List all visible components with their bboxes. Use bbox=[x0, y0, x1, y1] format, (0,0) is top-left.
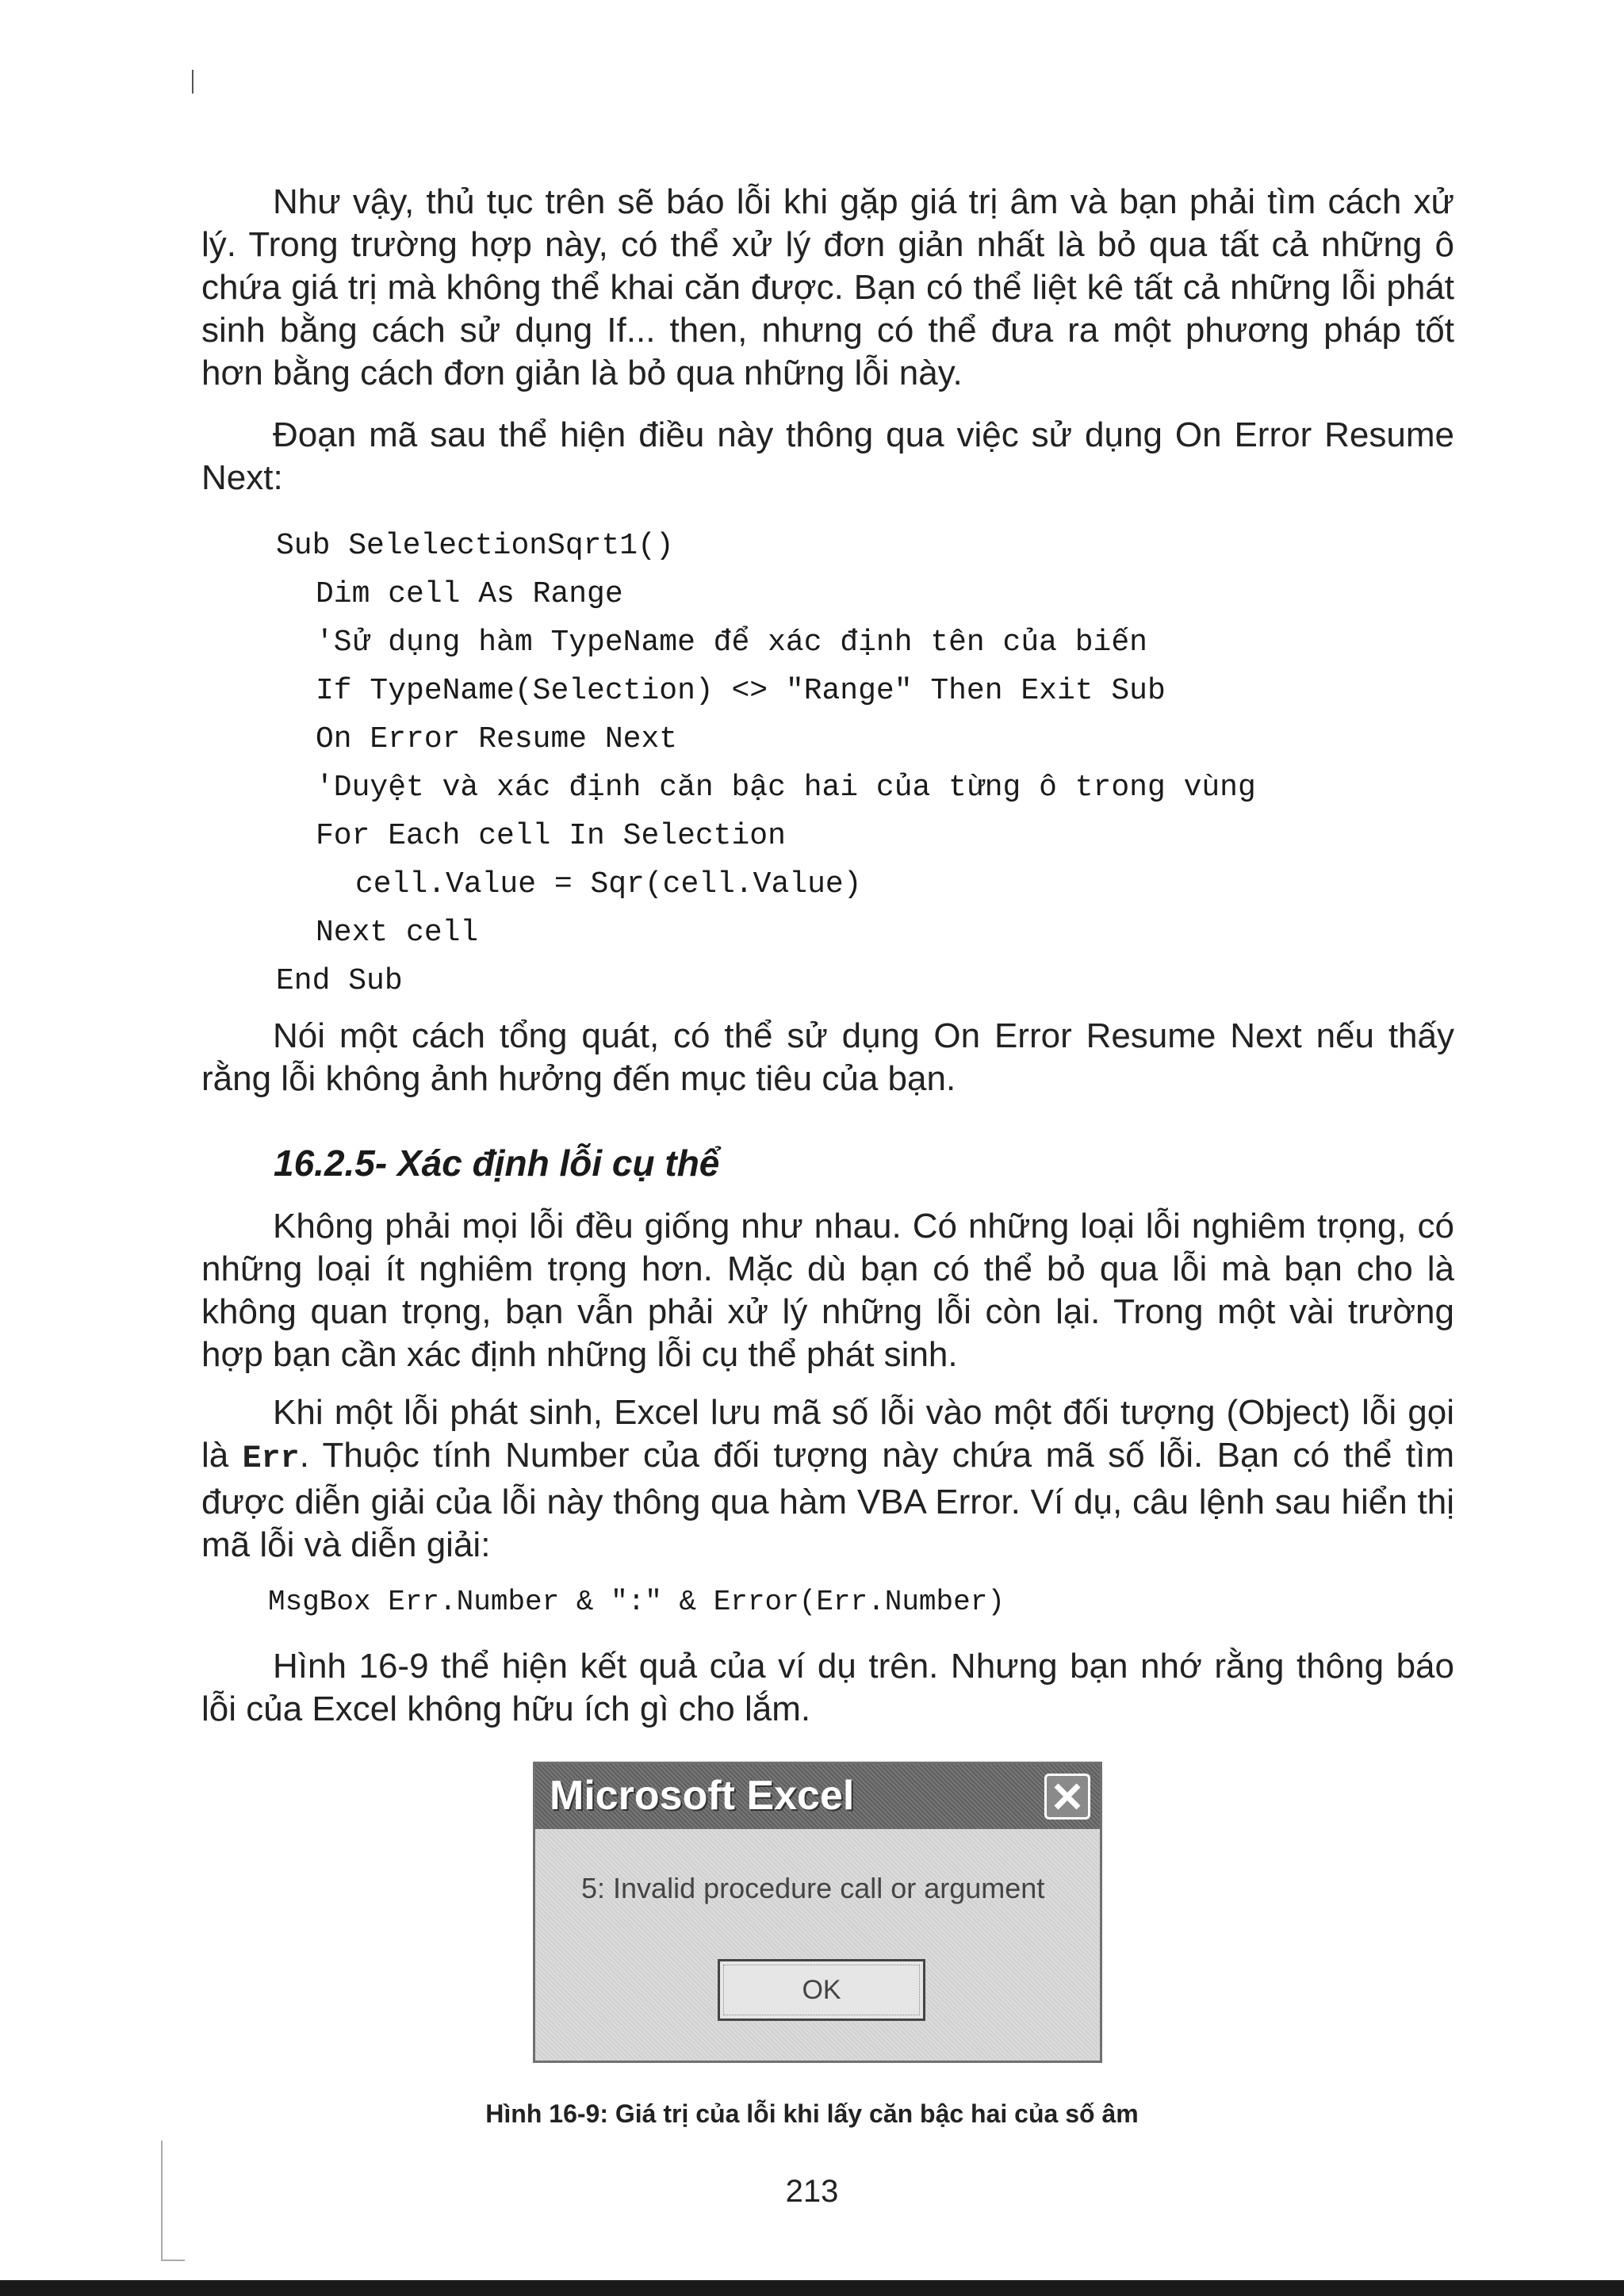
code-line: cell.Value = Sqr(cell.Value) bbox=[355, 867, 862, 901]
paragraph-figure-ref: Hình 16-9 thể hiện kết quả của ví dụ trên. Nhưng bạn nhớ rằng thông báo lỗi của Excel không hữu ích gì cho lắm. bbox=[201, 1647, 1454, 1728]
code-line: End Sub bbox=[276, 964, 403, 998]
dialog-message: 5: Invalid procedure call or argument bbox=[581, 1872, 1045, 1904]
code-line: Dim cell As Range bbox=[316, 577, 623, 611]
paragraph-err-object bbox=[201, 1391, 1454, 1567]
code-block bbox=[276, 522, 1256, 1005]
dialog-title: Microsoft Excel bbox=[550, 1773, 855, 1819]
inline-code: Err bbox=[242, 1441, 300, 1477]
figure-caption: Hình 16-9: Giá trị của lỗi khi lấy căn bậc hai của số âm bbox=[485, 2099, 1139, 2128]
code-line-msgbox: MsgBox Err.Number & ":" & Error(Err.Number) bbox=[268, 1586, 1005, 1618]
code-line: 'Sử dụng hàm TypeName để xác định tên của biến bbox=[316, 626, 1147, 660]
section-heading: 16.2.5- Xác định lỗi cụ thể bbox=[274, 1142, 720, 1184]
error-dialog bbox=[533, 1762, 1102, 2063]
code-line: Next cell bbox=[316, 916, 479, 950]
code-line: On Error Resume Next bbox=[316, 722, 678, 756]
text-segment: Khi một lỗi phát sinh, Excel lưu mã số lỗi vào một đối tượng (Object) lỗi gọi là bbox=[201, 1393, 1454, 1475]
paragraph-summary: Nói một cách tổng quát, có thể sử dụng On Error Resume Next nếu thấy rằng lỗi không ảnh hưởng đến mục tiêu của bạn. bbox=[201, 1016, 1454, 1098]
paragraph-code-intro: Đoạn mã sau thể hiện điều này thông qua việc sử dụng On Error Resume Next: bbox=[201, 415, 1454, 497]
code-line: Sub SelelectionSqrt1() bbox=[276, 529, 674, 563]
dialog-titlebar bbox=[535, 1764, 1100, 1829]
paragraph-errors: Không phải mọi lỗi đều giống như nhau. Có những loại lỗi nghiêm trọng, có những loại ít nghiêm trọng hơn. Mặc dù bạn có thể bỏ qua lỗi mà bạn cho là không quan trọng, bạn vẫn phải xử lý những lỗi còn lại. Trong một vài trường hợp bạn cần xác định những lỗi cụ thể phát sinh. bbox=[201, 1207, 1454, 1374]
code-line: If TypeName(Selection) <> "Range" Then Exit Sub bbox=[316, 674, 1166, 708]
code-line: 'Duyệt và xác định căn bậc hai của từng ô trong vùng bbox=[316, 771, 1256, 805]
close-button[interactable] bbox=[1044, 1774, 1090, 1820]
close-icon bbox=[1053, 1782, 1082, 1811]
page-number: 213 bbox=[785, 2174, 839, 2209]
scan-border bbox=[0, 2280, 1624, 2296]
paragraph-intro: Như vậy, thủ tục trên sẽ báo lỗi khi gặp giá trị âm và bạn phải tìm cách xử lý. Trong trường hợp này, có thể xử lý đơn giản nhất là bỏ qua tất cả những ô chứa giá trị mà không thể khai căn được. Bạn có thể liệt kê tất cả những lỗi phát sinh bằng cách sử dụng If... then, nhưng có thể đưa ra một phương pháp tốt hơn bằng cách đơn giản là bỏ qua những lỗi này. bbox=[201, 182, 1454, 392]
scan-artifact bbox=[161, 2260, 185, 2261]
ok-button[interactable] bbox=[718, 1959, 925, 2021]
ok-button-label: OK bbox=[802, 1975, 841, 2005]
code-line: For Each cell In Selection bbox=[316, 819, 786, 853]
focus-outline bbox=[723, 1965, 920, 2015]
scan-artifact bbox=[192, 70, 193, 94]
text-segment: . Thuộc tính Number của đối tượng này chứa mã số lỗi. Bạn có thể tìm được diễn giải của lỗi này thông qua hàm VBA Error. Ví dụ, câu lệnh sau hiển thị mã lỗi và diễn giải: bbox=[201, 1436, 1454, 1564]
